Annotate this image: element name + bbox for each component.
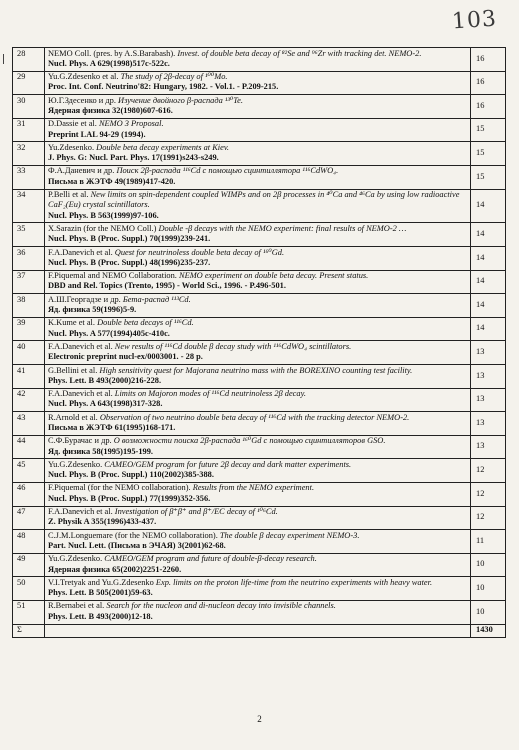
reference-source: Nucl. Phys. A 629(1998)517c-522c. <box>48 58 170 68</box>
reference-entry <box>45 482 471 506</box>
references-table <box>12 47 506 638</box>
citation-count: 10 <box>471 577 506 601</box>
reference-source: Яд. физика 59(1996)5-9. <box>48 305 137 315</box>
reference-description <box>48 531 467 541</box>
reference-description <box>48 119 467 129</box>
reference-title: CAMEO/GEM program and future of double-β-decay research. <box>104 554 317 564</box>
reference-description <box>48 578 467 588</box>
reference-source: Nucl. Phys. B 563(1999)97-106. <box>48 210 159 220</box>
reference-authors: R.Bernabei et al. <box>48 601 107 611</box>
citation-count: 13 <box>471 435 506 459</box>
reference-description <box>48 342 467 352</box>
handwritten-page-number: 103 <box>451 6 498 35</box>
citation-count: 16 <box>471 71 506 95</box>
reference-number: 29 <box>13 71 45 95</box>
reference-description <box>48 483 467 493</box>
reference-row <box>13 459 506 483</box>
page-number: 2 <box>257 714 262 724</box>
citation-count: 13 <box>471 412 506 436</box>
reference-title: Double beta decays of ¹¹⁶Cd. <box>97 318 194 328</box>
reference-row <box>13 71 506 95</box>
reference-entry <box>45 600 471 624</box>
reference-description <box>48 601 467 611</box>
reference-description <box>48 166 467 176</box>
citation-count: 12 <box>471 459 506 483</box>
reference-entry <box>45 95 471 119</box>
reference-description <box>48 389 467 399</box>
reference-number: 51 <box>13 600 45 624</box>
citation-count: 15 <box>471 118 506 142</box>
reference-entry <box>45 530 471 554</box>
reference-row <box>13 294 506 318</box>
total-spacer <box>45 624 471 637</box>
reference-title: Search for the nucleon and di-nucleon decay into invisible channels. <box>106 601 336 611</box>
reference-entry <box>45 435 471 459</box>
reference-authors: C.J.M.Longuemare (for the NEMO collaboration). <box>48 530 220 540</box>
reference-authors: F.A.Danevich et al. <box>48 389 115 399</box>
reference-authors: F.A.Danevich et al. <box>48 507 115 517</box>
reference-number: 31 <box>13 118 45 142</box>
reference-authors: F.A.Danevich et al. <box>48 247 115 257</box>
citation-count: 16 <box>471 48 506 72</box>
citation-count: 14 <box>471 317 506 341</box>
reference-row <box>13 577 506 601</box>
reference-row <box>13 341 506 365</box>
reference-number: 44 <box>13 435 45 459</box>
reference-entry <box>45 317 471 341</box>
reference-source: Nucl. Phys. A 643(1998)317-328. <box>48 399 163 409</box>
reference-source: Phys. Lett. B 505(2001)59-63. <box>48 588 153 598</box>
reference-title: Double beta decay experiments at Kiev. <box>96 142 230 152</box>
reference-entry <box>45 341 471 365</box>
reference-title: New limits on spin-dependent coupled WIMPs and on 2β processes in ⁴⁰Ca and ⁴⁶Ca by using low radioactive CaF₂(Eu) crystal scintillators. <box>48 190 460 210</box>
reference-number: 50 <box>13 577 45 601</box>
reference-description <box>48 460 467 470</box>
reference-description <box>48 295 467 305</box>
reference-number: 28 <box>13 48 45 72</box>
reference-description <box>48 413 467 423</box>
reference-entry <box>45 247 471 271</box>
citation-count: 14 <box>471 247 506 271</box>
reference-row <box>13 365 506 389</box>
reference-description <box>48 318 467 328</box>
reference-title: Exp. limits on the proton life-time from the neutrino experiments with heavy water. <box>155 577 433 587</box>
citation-count: 13 <box>471 388 506 412</box>
reference-description <box>48 224 467 234</box>
reference-entry <box>45 189 471 223</box>
reference-number: 46 <box>13 482 45 506</box>
citation-count: 16 <box>471 95 506 119</box>
reference-entry <box>45 71 471 95</box>
reference-authors: F.A.Danevich et al. <box>48 341 115 351</box>
reference-description <box>48 554 467 564</box>
citation-count: 15 <box>471 165 506 189</box>
reference-entry <box>45 412 471 436</box>
reference-authors: NEMO Coll. (pres. by A.S.Barabash). <box>48 48 178 58</box>
reference-row <box>13 165 506 189</box>
citation-count: 14 <box>471 294 506 318</box>
reference-authors: Yu.G.Zdesenko. <box>48 554 105 564</box>
reference-description <box>48 507 467 517</box>
total-row <box>13 624 506 637</box>
reference-row <box>13 435 506 459</box>
reference-authors: Yu.Zdesenko. <box>48 142 97 152</box>
reference-description <box>48 436 467 446</box>
reference-entry <box>45 577 471 601</box>
reference-number: 40 <box>13 341 45 365</box>
reference-title: О возможности поиска 2β-распада ¹⁶⁰Gd с помощью сцинтилляторов GSO. <box>113 436 386 446</box>
reference-row <box>13 412 506 436</box>
reference-source: Письма в ЖЭТФ 49(1989)417-420. <box>48 176 176 186</box>
reference-number: 47 <box>13 506 45 530</box>
reference-title: CAMEO/GEM program for future 2β decay and dark matter experiments. <box>104 459 352 469</box>
reference-title: The double β decay experiment NEMO-3. <box>219 530 360 540</box>
reference-title: Invest. of double beta decay of ⁸²Se and ⁹⁶Zr with tracking det. NEMO-2. <box>177 48 422 58</box>
reference-title: The study of 2β-decay of ¹⁰⁰Mo. <box>120 72 228 82</box>
citation-count: 14 <box>471 223 506 247</box>
reference-source: Proc. Int. Conf. Neutrino'82: Hungary, 1982. - Vol.1. - P.209-215. <box>48 82 279 92</box>
reference-entry <box>45 294 471 318</box>
reference-entry <box>45 270 471 294</box>
reference-number: 34 <box>13 189 45 223</box>
reference-row <box>13 482 506 506</box>
reference-title: High sensitivity quest for Majorana neutrino mass with the BOREXINO counting test facility. <box>99 365 413 375</box>
reference-authors: R.Arnold et al. <box>48 412 100 422</box>
reference-entry <box>45 506 471 530</box>
reference-number: 48 <box>13 530 45 554</box>
reference-authors: Ф.А.Даневич и др. <box>48 166 117 176</box>
reference-row <box>13 118 506 142</box>
reference-number: 43 <box>13 412 45 436</box>
reference-source: Nucl. Phys. B (Proc. Suppl.) 48(1996)235-237. <box>48 257 211 267</box>
reference-number: 38 <box>13 294 45 318</box>
reference-entry <box>45 223 471 247</box>
reference-source: Nucl. Phys. A 577(1994)405c-410c. <box>48 328 170 338</box>
reference-number: 30 <box>13 95 45 119</box>
reference-entry <box>45 48 471 72</box>
citation-count: 14 <box>471 189 506 223</box>
reference-entry <box>45 459 471 483</box>
reference-number: 33 <box>13 165 45 189</box>
reference-row <box>13 48 506 72</box>
reference-title: New results of ¹¹⁶Cd double β decay study with ¹¹⁶CdWO₄ scintillators. <box>114 341 352 351</box>
citation-count: 11 <box>471 530 506 554</box>
reference-source: Phys. Lett. B 493(2000)216-228. <box>48 375 162 385</box>
reference-entry <box>45 388 471 412</box>
margin-tick-mark <box>3 54 4 64</box>
reference-title: Поиск 2β-распада ¹¹⁶Cd с помощью сцинтиллятора ¹¹⁶CdWO₄. <box>116 166 339 176</box>
reference-source: J. Phys. G: Nucl. Part. Phys. 17(1991)s243-s249. <box>48 153 219 163</box>
reference-source: Part. Nucl. Lett. (Письма в ЭЧАЯ) 3(2001)62-68. <box>48 540 226 550</box>
reference-source: Яд. физика 58(1995)195-199. <box>48 446 153 456</box>
reference-entry <box>45 553 471 577</box>
reference-description <box>48 143 467 153</box>
reference-number: 45 <box>13 459 45 483</box>
citation-count: 12 <box>471 506 506 530</box>
reference-source: Nucl. Phys. B (Proc. Suppl.) 110(2002)385-388. <box>48 470 214 480</box>
reference-source: Electronic preprint nucl-ex/0003001. - 28 p. <box>48 352 203 362</box>
reference-authors: K.Kume et al. <box>48 318 98 328</box>
reference-title: Results from the NEMO experiment. <box>192 483 315 493</box>
reference-source: Ядерная физика 32(1980)607-616. <box>48 105 173 115</box>
reference-source: DBD and Rel. Topics (Trento, 1995) - World Sci., 1996. - P.496-501. <box>48 281 286 291</box>
reference-description <box>48 190 467 211</box>
reference-number: 41 <box>13 365 45 389</box>
reference-row <box>13 223 506 247</box>
reference-entry <box>45 118 471 142</box>
citation-count: 13 <box>471 365 506 389</box>
reference-source: Z. Physik A 355(1996)433-437. <box>48 517 157 527</box>
reference-authors: Ю.Г.Здесенко и др. <box>48 95 119 105</box>
reference-authors: Yu.G.Zdesenko et al. <box>48 72 121 82</box>
reference-title: Limits on Majoron modes of ¹¹⁶Cd neutrinoless 2β decay. <box>114 389 306 399</box>
citation-count: 15 <box>471 142 506 166</box>
reference-authors: F.Piquemal and NEMO Collaboration. <box>48 271 179 281</box>
citation-count: 13 <box>471 341 506 365</box>
reference-number: 36 <box>13 247 45 271</box>
reference-source: Phys. Lett. B 493(2000)12-18. <box>48 611 153 621</box>
reference-authors: С.Ф.Бурачас и др. <box>48 436 114 446</box>
reference-entry <box>45 142 471 166</box>
reference-source: Ядерная физика 65(2002)2251-2260. <box>48 564 182 574</box>
reference-authors: D.Dassie et al. <box>48 119 99 129</box>
reference-row <box>13 142 506 166</box>
reference-authors: Yu.G.Zdesenko. <box>48 459 105 469</box>
reference-description <box>48 271 467 281</box>
reference-description <box>48 96 467 106</box>
citation-count: 12 <box>471 482 506 506</box>
reference-row <box>13 553 506 577</box>
reference-entry <box>45 365 471 389</box>
reference-title: Бета-распад ¹¹³Cd. <box>122 294 191 304</box>
reference-title: Double -β decays with the NEMO experiment: final results of NEMO-2 … <box>158 223 407 233</box>
reference-row <box>13 317 506 341</box>
reference-title: Quest for neutrinoless double beta decay of ¹⁶⁰Gd. <box>114 247 285 257</box>
reference-authors: X.Sarazin (for the NEMO Coll.) <box>48 223 159 233</box>
reference-number: 35 <box>13 223 45 247</box>
citation-count: 10 <box>471 600 506 624</box>
reference-source: Nucl. Phys. B (Proc. Suppl.) 70(1999)239-241. <box>48 234 211 244</box>
reference-source: Письма в ЖЭТФ 61(1995)168-171. <box>48 423 176 432</box>
reference-authors: G.Bellini et al. <box>48 365 100 375</box>
reference-source: Nucl. Phys. B (Proc. Suppl.) 77(1999)352-356. <box>48 493 211 503</box>
reference-row <box>13 95 506 119</box>
reference-row <box>13 388 506 412</box>
citation-count: 10 <box>471 553 506 577</box>
reference-entry <box>45 165 471 189</box>
reference-title: NEMO experiment on double beta decay. Present status. <box>179 271 369 281</box>
reference-authors: F.Piquemal (for the NEMO collaboration). <box>48 483 193 493</box>
reference-description <box>48 366 467 376</box>
reference-description <box>48 248 467 258</box>
reference-row <box>13 247 506 271</box>
reference-description <box>48 49 467 59</box>
reference-row <box>13 530 506 554</box>
reference-title: Observation of two neutrino double beta decay of ¹¹⁶Cd with the tracking detector NEMO-2. <box>99 412 410 422</box>
total-value: 1430 <box>471 624 506 637</box>
reference-number: 39 <box>13 317 45 341</box>
reference-row <box>13 600 506 624</box>
reference-number: 42 <box>13 388 45 412</box>
total-label: Σ <box>13 624 45 637</box>
reference-authors: V.I.Tretyak and Yu.G.Zdesenko <box>48 577 156 587</box>
reference-number: 37 <box>13 270 45 294</box>
reference-title: Изучение двойного β-распада ¹³⁰Te. <box>118 95 243 105</box>
reference-number: 49 <box>13 553 45 577</box>
reference-title: NEMO 3 Proposal. <box>98 119 164 129</box>
reference-description <box>48 72 467 82</box>
reference-row <box>13 189 506 223</box>
reference-row <box>13 270 506 294</box>
reference-authors: P.Belli et al. <box>48 190 91 200</box>
reference-row <box>13 506 506 530</box>
reference-title: Investigation of β⁺β⁺ and β⁺/EC decay of ¹⁰⁶Cd. <box>114 507 278 517</box>
reference-authors: А.Ш.Георгадзе и др. <box>48 294 123 304</box>
citation-count: 14 <box>471 270 506 294</box>
references-table-body <box>13 48 506 625</box>
reference-number: 32 <box>13 142 45 166</box>
reference-source: Preprint LAL 94-29 (1994). <box>48 129 146 139</box>
